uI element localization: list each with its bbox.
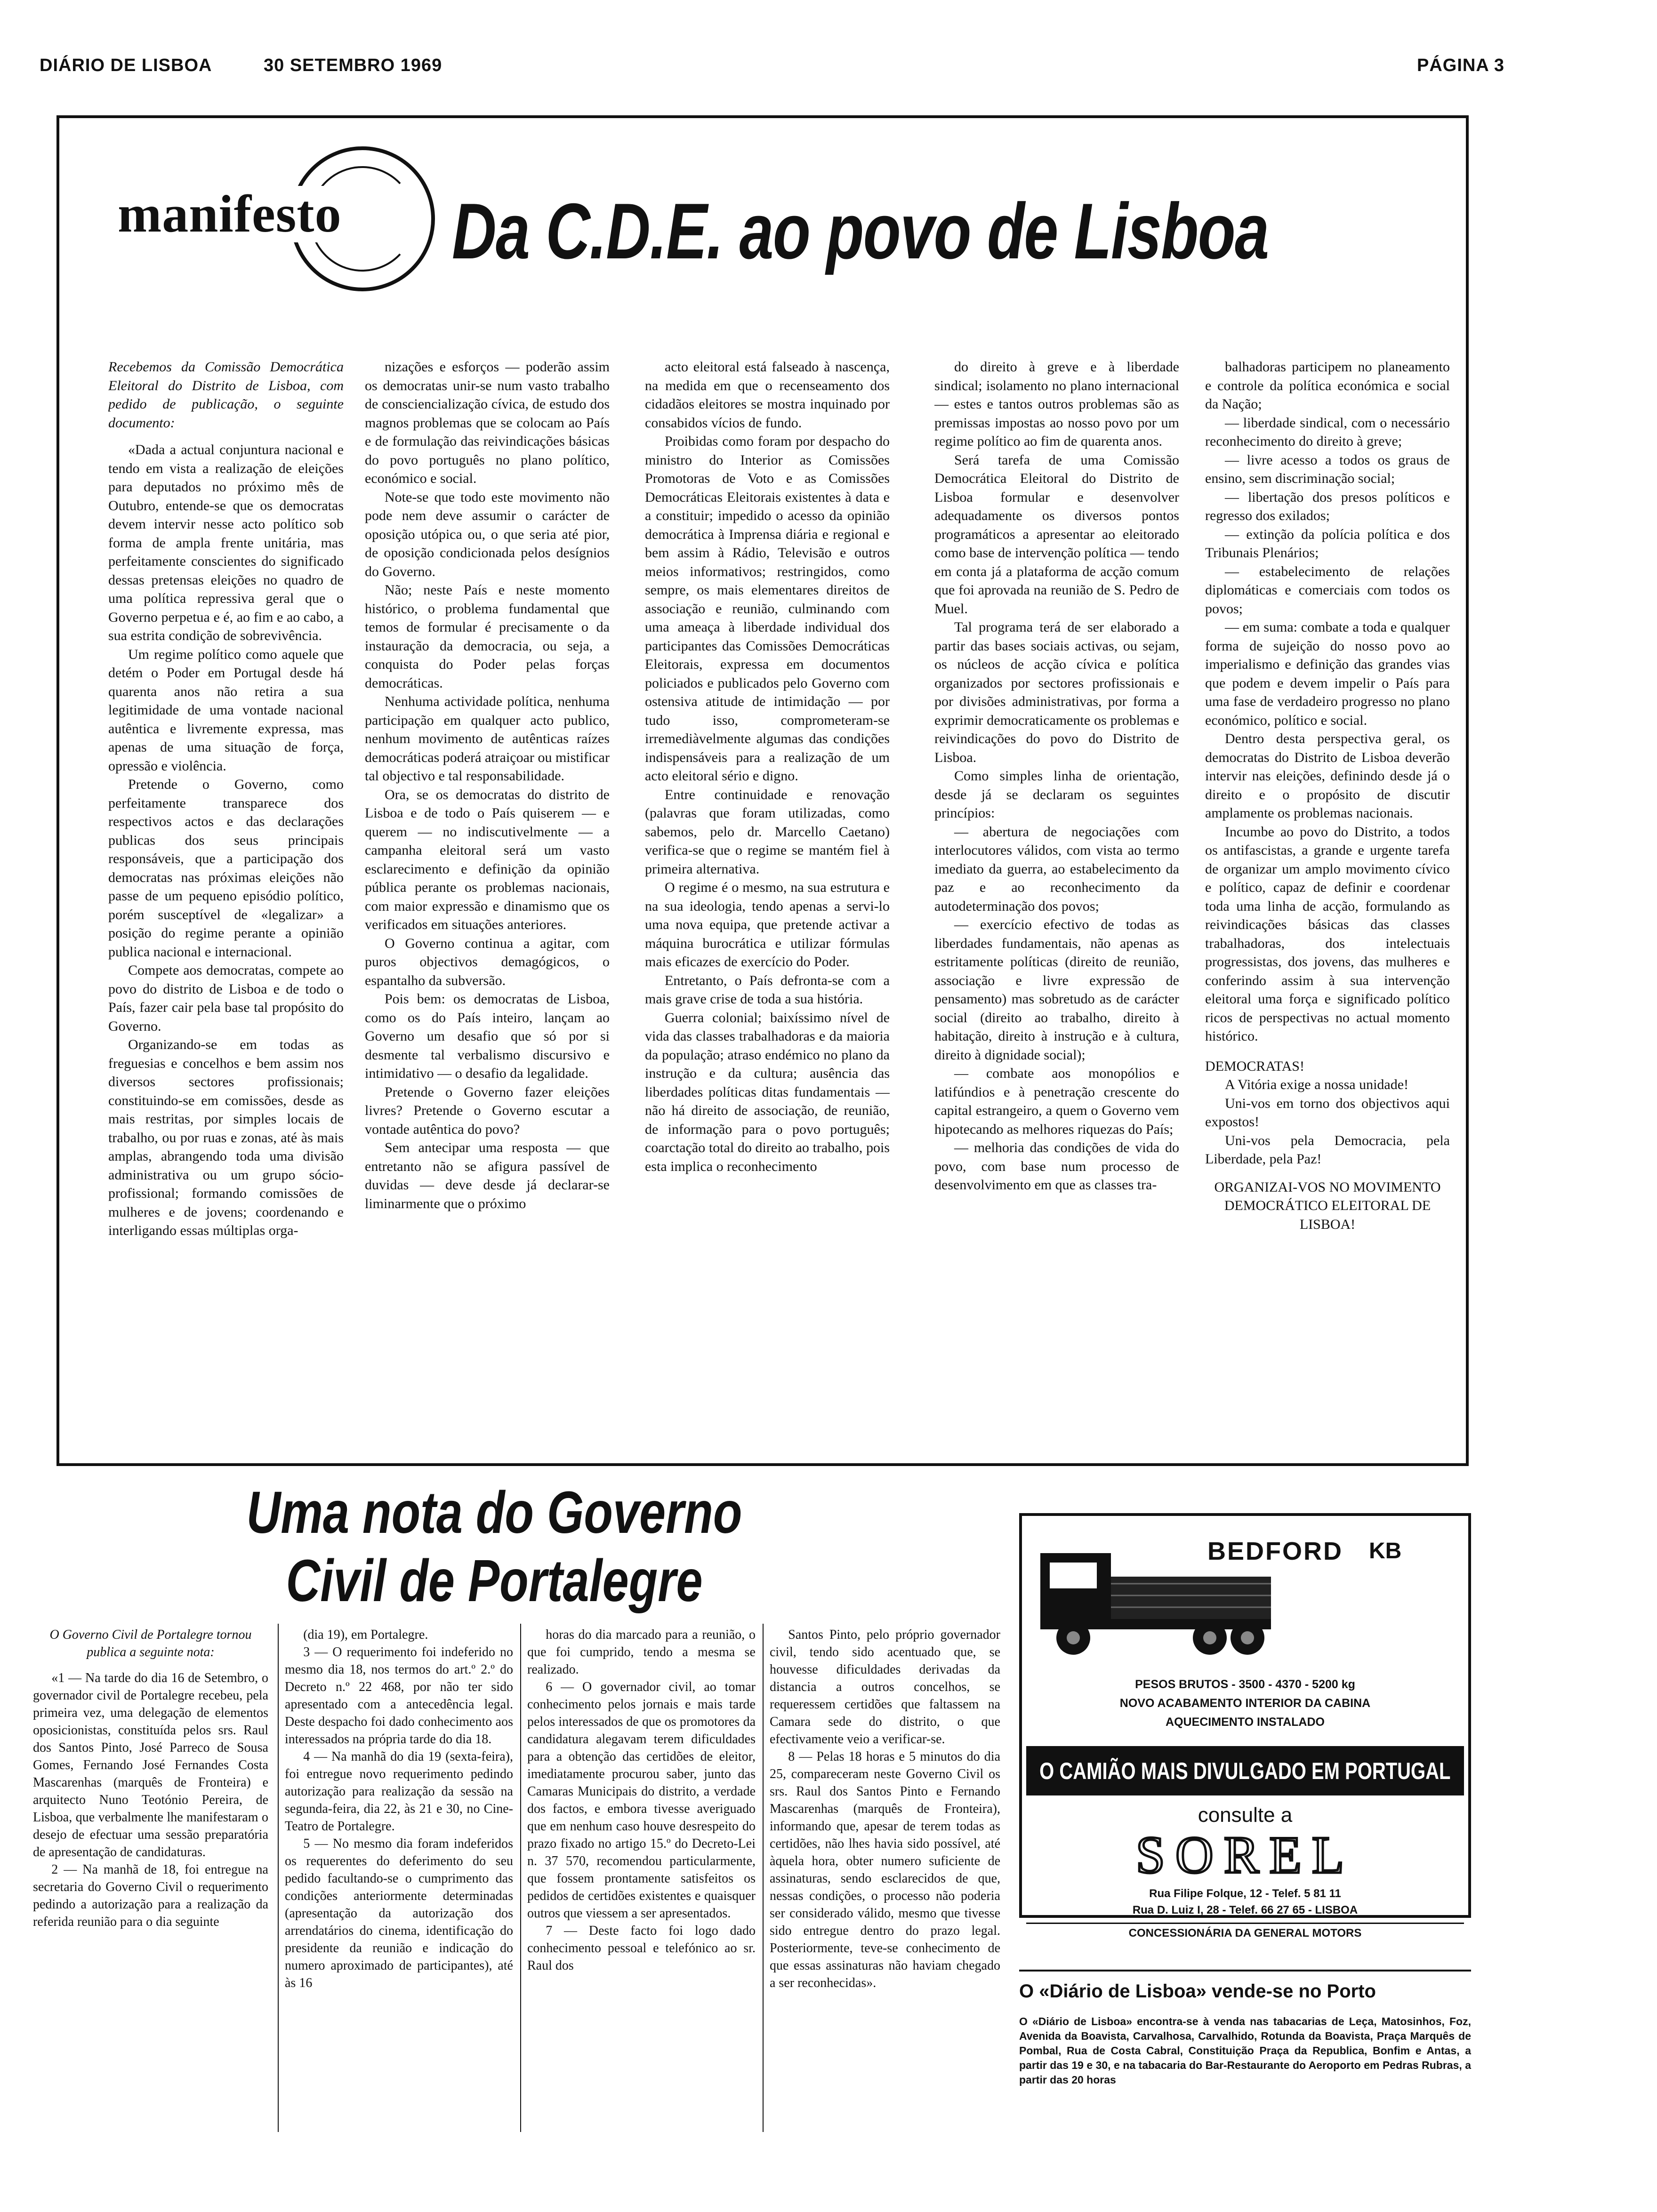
manifesto-paragraph: O regime é o mesmo, na sua estrutura e na sua ideologia, tendo apenas a servi-lo uma nova equipa, que pretende activar a máquina burocrática e utilizar fórmulas mais eficazes de exercício do Poder. — [645, 880, 890, 970]
manifesto-paragraph: — abertura de negociações com interlocutores válidos, com vista ao termo imediato da guerra, ao estabelecimento da paz e ao reconhecimento da autodeterminação dos povos; — [934, 824, 1179, 914]
manifesto-paragraph: Entre continuidade e renovação (palavras que foram utilizadas, como sabemos, pelo dr. Marcello Caetano) verifica-se que o regime se mantém fiel à primeira alternativa. — [645, 786, 890, 877]
closing-cry: DEMOCRATAS! — [1205, 1058, 1304, 1074]
nota-paragraph: 2 — Na manhã de 18, foi entregue na secretaria do Governo Civil o requerimento pedindo a autorização para a realização da referida reunião para o dia seguinte — [33, 1862, 268, 1929]
porto-text: O «Diário de Lisboa» encontra-se à venda nas tabacarias de Leça, Matosinhos, Foz, Avenida da Boavista, Carvalhosa, Carvalhido, Rotunda da Boavista, Praça Marquês de Pombal, Rua de Costa Cabral, Constituição Praça da Republica, Bonfim e Antas, a partir das 19 e 30, e na tabacaria do Bar-Restaurante do Aeroporto em Pedras Rubras, a partir das 20 horas — [1019, 2015, 1471, 2086]
nota-paragraph: 3 — O requerimento foi indeferido no mesmo dia 18, nos termos do art.º 2.º do Decreto n.º 22 468, por não ter sido apresentado com a antecedência legal. Deste despacho foi dado conhecimento aos interessados na própria tarde do dia 18. — [285, 1645, 513, 1747]
manifesto-column-5 — [1205, 358, 1450, 1435]
nota-headline-line-1: Uma nota do Governo — [246, 1479, 742, 1546]
manifesto-paragraph: — livre acesso a todos os graus de ensino, sem discriminação social; — [1205, 452, 1450, 486]
manifesto-column-2 — [365, 358, 610, 1435]
column-rule — [278, 1624, 279, 2132]
nota-column-2 — [285, 1626, 513, 2139]
column-rule — [520, 1624, 521, 2132]
ad-banner-text: O CAMIÃO MAIS DIVULGADO EM PORTUGAL — [1039, 1757, 1451, 1784]
closing-line: Uni-vos pela Democracia, pela Liberdade, pela Paz! — [1205, 1132, 1450, 1167]
ad-footer: CONCESSIONÁRIA DA GENERAL MOTORS — [1026, 1923, 1464, 1940]
manifesto-paragraph: — liberdade sindical, com o necessário reconhecimento do direito à greve; — [1205, 415, 1450, 449]
manifesto-paragraph: Pretende o Governo fazer eleições livres? Pretende o Governo escutar a vontade autêntica do povo? — [365, 1084, 610, 1137]
manifesto-paragraph: Não; neste País e neste momento histórico, o problema fundamental que temos de formular é precisamente o da instauração da democracia, ou seja, a conquista do Poder pelas forças democráticas. — [365, 582, 610, 691]
manifesto-paragraph: balhadoras participem no planeamento e controle da política económica e social da Nação; — [1205, 359, 1450, 412]
nota-paragraph: 5 — No mesmo dia foram indeferidos os requerentes do deferimento do seu pedido facultando-se o cumprimento das condições anteriormente determinadas (apresentação da autorização dos arrendatários do cinema, identificação do presidente da reunião e indicação do numero aproximado de participantes), até às 16 — [285, 1836, 513, 1990]
ad-model: KB — [1369, 1539, 1402, 1563]
manifesto-paragraph: Note-se que todo este movimento não pode nem deve assumir o carácter de oposição utópica ou, o que seria até pior, de oposição condicionada pelos desígnios do Governo. — [365, 489, 610, 579]
manifesto-paragraph: Organizando-se em todas as freguesias e concelhos e bem assim nos diversos sectores profissionais; constituindo-se em comissões, desde as mais restritas, por simples locais de trabalho, ou por ruas e zonas, até às mais amplas, abrangendo toda uma divisão administrativa ou um grupo sócio-profissional; formando comissões de mulheres e de jovens; coordenando e interligando essas múltiplas orga- — [108, 1037, 344, 1238]
manifesto-paragraph: — combate aos monopólios e latifúndios e à penetração crescente do capital estrangeiro, a quem o Governo vem hipotecando as melhores riquezas do País; — [934, 1066, 1179, 1137]
closing-signature: ORGANIZAI-VOS NO MOVIMENTO DEMOCRÁTICO ELEITORAL DE LISBOA! — [1214, 1179, 1441, 1232]
nota-paragraph: Santos Pinto, pelo próprio governador civil, tendo sido acentuado que, se houvesse dificuldades derivadas da distancia a outros concelhos, se requeressem certidões que faltassem na Camara sede do distrito, o que efectivamente veio a verificar-se. — [770, 1627, 1000, 1747]
manifesto-column-1 — [108, 358, 344, 1435]
manifesto-paragraph: Pois bem: os democratas de Lisboa, como os do País inteiro, lançam ao Governo um desafio que só por si desmente tal verbalismo discursivo e intimidativo — o desafio da legalidade. — [365, 991, 610, 1081]
masthead-paper: DIÁRIO DE LISBOA — [40, 56, 212, 75]
manifesto-paragraph: Tal programa terá de ser elaborado a partir das bases sociais activas, ou sejam, os núcleos de acção cívica e política organizados por sectores profissionais e por divisões administrativas, por forma a exprimir democraticamente os problemas e reivindicações do povo do Distrito de Lisboa. — [934, 619, 1179, 765]
porto-headline: O «Diário de Lisboa» vende-se no Porto — [1019, 1970, 1471, 2002]
manifesto-paragraph: — em suma: combate a toda e qualquer forma de sujeição do nosso povo ao imperialismo e definição das grandes vias que podem e devem impelir o País para uma fase de verdadeiro progresso no plano económico, político e social. — [1205, 619, 1450, 728]
manifesto-paragraph: — extinção da polícia política e dos Tribunais Plenários; — [1205, 526, 1450, 561]
manifesto-paragraph: Sem antecipar uma resposta — que entretanto não se afigura passível de duvidas — deve desde já declarar-se liminarmente que o próximo — [365, 1140, 610, 1211]
nota-paragraph: 6 — O governador civil, ao tomar conhecimento pelos jornais e mais tarde pelos interessados de que os promotores da candidatura alegavam terem dificuldades para a obtenção das certidões de eleitor, imediatamente procurou saber, junto das Camaras Municipais do distrito, a verdade dos factos, e embora tivesse averiguado que em nenhum caso houve desrespeito do prazo fixado no artigo 15.º do Decreto-Lei n. 37 570, recomendou particularmente, que fossem prontamente satisfeitos os pedidos de certidões existentes e quaisquer outros que viessem a ser apresentados. — [527, 1680, 756, 1921]
manifesto-paragraph: Compete aos democratas, compete ao povo do distrito de Lisboa e de todo o País, fazer cair pela base tal propósito do Governo. — [108, 962, 344, 1034]
nota-column-4 — [770, 1626, 1000, 2139]
masthead-page: PÁGINA 3 — [1417, 56, 1505, 75]
manifesto-paragraph: Pretende o Governo, como perfeitamente transparece dos respectivos actos e das declarações publicas dos seus principais responsáveis, que a participação dos democratas nas próximas eleições não passe de um pequeno episódio político, porém susceptível de «legalizar» a posição do regime perante a opinião publica nacional e internacional. — [108, 777, 344, 960]
manifesto-paragraph: Ora, se os democratas do distrito de Lisboa e de todo o País quiserem — e querem — no indiscutivelmente — a campanha eleitoral será um vasto esclarecimento e definição da opinião pública perante os problemas nacionais, com maior expressão e dinamismo que os verificados em situações anteriores. — [365, 786, 610, 932]
masthead-date: 30 SETEMBRO 1969 — [264, 56, 442, 75]
manifesto-column-4 — [934, 358, 1179, 1435]
nota-paragraph: 8 — Pelas 18 horas e 5 minutos do dia 25, compareceram neste Governo Civil os srs. Raul dos Santos Pinto e Fernando Mascarenhas (marquês de Fronteira), informando que, apesar de terem todas as certidões, não lhes havia sido possível, até àquela hora, obter numero suficiente de assinaturas, sendo esclarecidos de que, nessas condições, o processo não poderia ser considerado válido, mesmo que tivesse sido entregue dentro do prazo legal. Posteriormente, teve-se conhecimento de que essas assinaturas não haviam chegado a ser reconhecidas». — [770, 1749, 1000, 1990]
manifesto-paragraph: Nenhuma actividade política, nenhuma participação em qualquer acto publico, nenhum movimento de autênticas raízes democráticas poderá atraiçoar ou mistificar tal objectivo e tal responsabilidade. — [365, 694, 610, 784]
manifesto-intro: Recebemos da Comissão Democrática Eleitoral do Distrito de Lisboa, com pedido de publicação, o seguinte documento: — [108, 359, 344, 431]
manifesto-logo: manifesto — [113, 186, 346, 242]
ad-address-1: Rua Filipe Folque, 12 - Telef. 5 81 11 — [1149, 1887, 1341, 1900]
nota-paragraph: 4 — Na manhã do dia 19 (sexta-feira), foi entregue novo requerimento pedindo autorização para realização da sessão na segunda-feira, dia 22, às 21 e 30, no Cine-Teatro de Portalegre. — [285, 1749, 513, 1834]
nota-paragraph: «1 — Na tarde do dia 16 de Setembro, o governador civil de Portalegre recebeu, pela primeira vez, uma delegação de elementos oposicionistas, constituída pelos srs. Raul dos Santos Pinto, José Parreco de Sousa Gomes, Fernando José Fernandes Costa Mascarenhas (marquês de Fronteira) e arquitecto Nuno Teotónio Pereira, de Lisboa, que verbalmente lhe manifestaram o desejo de efectuar uma sessão preparatória de apresentação de candidaturas. — [33, 1671, 268, 1859]
nota-column-1 — [33, 1626, 268, 2139]
manifesto-paragraph: Guerra colonial; baixíssimo nível de vida das classes trabalhadoras e da maioria da população; atraso endémico no plano da instrução e da cultura; ausência das liberdades políticas ditas fundamentais — não há direito de associação, de reunião, de informação para o povo português; coarctação total do direito ao trabalho, pois esta implica o reconhecimento — [645, 1010, 890, 1174]
manifesto-paragraph: — exercício efectivo de todas as liberdades fundamentais, não apenas as estritamente políticas (direito de reunião, associação e livre expressão de pensamento) mas sobretudo as de carácter social (direito ao trabalho, direito à habitação, direito à instrução e à cultura, direito à dignidade social); — [934, 917, 1179, 1063]
ad-address-2: Rua D. Luiz I, 28 - Telef. 66 27 65 - LISBOA — [1132, 1904, 1358, 1916]
manifesto-paragraph: Como simples linha de orientação, desde já se declaram os seguintes princípios: — [934, 768, 1179, 821]
manifesto-paragraph: Entretanto, o País defronta-se com a mais grave crise de toda a sua história. — [645, 972, 890, 1007]
manifesto-paragraph: Proibidas como foram por despacho do ministro do Interior as Comissões Promotoras de Voto e as Comissões Democráticas Eleitorais existentes à data e a constituir; impedido o acesso da opinião democrática à Imprensa diária e regional e bem assim à Rádio, Televisão e outros meios informativos; restringidos, como sempre, os mais elementares direitos de associação e reunião, culminando com uma ameaça à liberdade individual dos participantes das Comissões Democráticas Eleitorais, expressa em documentos policiados e publicados pelo Governo com ostensiva atitude de intimidação — por tudo isso, comprometeram-se irremediàvelmente algumas das condições indispensáveis para a realização de um acto eleitoral sério e digno. — [645, 433, 890, 784]
manifesto-paragraph: Será tarefa de uma Comissão Democrática Eleitoral do Distrito de Lisboa formular e desenvolver adequadamente os diversos pontos programáticos a apresentar ao eleitorado como base de intervenção política — tendo em conta já a plataforma de acção comum que foi aprovada na reunião de S. Pedro de Muel. — [934, 452, 1179, 617]
manifesto-paragraph: acto eleitoral está falseado à nascença, na medida em que o recenseamento dos cidadãos eleitores se mostra inquinado por consabidos vícios de fundo. — [645, 359, 890, 431]
manifesto-paragraph: — estabelecimento de relações diplomáticas e comerciais com todos os povos; — [1205, 563, 1450, 617]
column-rule — [763, 1624, 764, 2132]
closing-line: Uni-vos em torno dos objectivos aqui expostos! — [1205, 1095, 1450, 1130]
nota-paragraph: 7 — Deste facto foi logo dado conhecimento pessoal e telefónico ao sr. Raul dos — [527, 1923, 756, 1973]
ad-dealer: SOREL — [1135, 1826, 1355, 1884]
ad-line-2: AQUECIMENTO INSTALADO — [1166, 1715, 1325, 1729]
ad-line-1: NOVO ACABAMENTO INTERIOR DA CABINA — [1119, 1697, 1371, 1710]
nota-headline-line-2: Civil de Portalegre — [286, 1547, 703, 1614]
ad-consult: consulte a — [1198, 1803, 1293, 1827]
manifesto-paragraph: Um regime político como aquele que detém o Poder em Portugal desde há quarenta anos não retira a sua legitimidade de uma vontade nacional autêntica e livremente expressa, mas apenas de uma situação de força, opressão e violência. — [108, 646, 344, 774]
nota-paragraph: (dia 19), em Portalegre. — [303, 1627, 428, 1642]
nota-paragraph: horas do dia marcado para a reunião, o que foi cumprido, tendo a mesma se realizado. — [527, 1627, 756, 1677]
ad-weights: PESOS BRUTOS - 3500 - 4370 - 5200 kg — [1135, 1678, 1355, 1691]
manifesto-paragraph: «Dada a actual conjuntura nacional e tendo em vista a realização de eleições para deputados no próximo mês de Outubro, entende-se que os democratas devem intervir nesse acto político sob forma de ampla frente unitária, mas perfeitamente conscientes do significado dessas pretensas eleições no quadro de uma política repressiva geral que o Governo perpetua e é, ao fim e ao cabo, a sua estrita condição de sobrevivência. — [108, 442, 344, 643]
manifesto-paragraph: — libertação dos presos políticos e regresso dos exilados; — [1205, 489, 1450, 523]
ad-banner — [1026, 1746, 1464, 1795]
manifesto-column-3 — [645, 358, 890, 1435]
manifesto-paragraph: Incumbe ao povo do Distrito, a todos os antifascistas, a grande e urgente tarefa de organizar um amplo movimento cívico e político, capaz de definir e coordenar toda uma linha de acção, formulando as reivindicações básicas das classes trabalhadoras, dos intelectuais progressistas, dos jovens, das mulheres e conferindo assim à sua intervenção eleitoral uma força e significado político ricos de perspectivas no actual momento histórico. — [1205, 824, 1450, 1044]
ad-brand: BEDFORD — [1207, 1537, 1343, 1565]
manifesto-headline: Da C.D.E. ao povo de Lisboa — [452, 187, 1269, 275]
nota-intro: O Governo Civil de Portalegre tornou publica a seguinte nota: — [49, 1627, 252, 1659]
manifesto-paragraph: — melhoria das condições de vida do povo, com base num processo de desenvolvimento em que as classes tra- — [934, 1140, 1179, 1193]
manifesto-paragraph: nizações e esforços — poderão assim os democratas unir-se num vasto trabalho de consciencialização cívica, de estudo dos magnos problemas que se colocam ao País e de formulação das reivindicações básicas do povo português no plano político, económico e social. — [365, 359, 610, 486]
nota-column-3 — [527, 1626, 756, 2139]
manifesto-paragraph: do direito à greve e à liberdade sindical; isolamento no plano internacional — estes e tantos outros problemas são as premissas impostas ao nosso povo por um regime político ao fim de quarenta anos. — [934, 359, 1179, 449]
manifesto-paragraph: O Governo continua a agitar, com puros objectivos demagógicos, o espantalho da subversão. — [365, 935, 610, 988]
closing-line: A Vitória exige a nossa unidade! — [1225, 1077, 1409, 1092]
manifesto-paragraph: Dentro desta perspectiva geral, os democratas do Distrito de Lisboa deverão intervir nas eleições, definindo desde já o direito e o propósito de discutir amplamente os problemas nacionais. — [1205, 731, 1450, 821]
